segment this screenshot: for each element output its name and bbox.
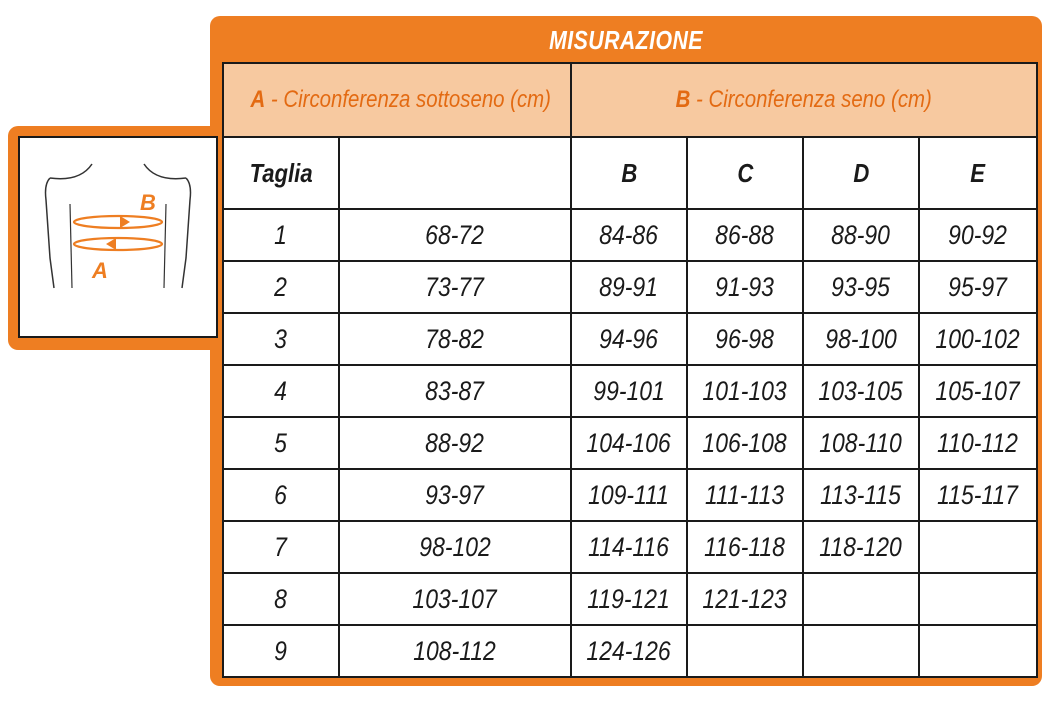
- cell-cup-e: 100-102: [919, 313, 1037, 365]
- col-header-b: B: [571, 137, 687, 209]
- cell-cup-d: [803, 625, 919, 677]
- cell-cup-b: 84-86: [571, 209, 687, 261]
- cell-size: 7: [223, 521, 339, 573]
- label-b: B: [140, 190, 156, 215]
- cell-cup-c: 116-118: [687, 521, 803, 573]
- col-header-c: C: [687, 137, 803, 209]
- cell-size: 4: [223, 365, 339, 417]
- table-body: [223, 209, 1037, 677]
- cell-cup-e: [919, 625, 1037, 677]
- cell-cup-b: 109-111: [571, 469, 687, 521]
- cell-cup-c: 91-93: [687, 261, 803, 313]
- table-row: [223, 573, 1037, 625]
- cell-cup-d: 93-95: [803, 261, 919, 313]
- cell-cup-d: 118-120: [803, 521, 919, 573]
- cell-cup-d: 113-115: [803, 469, 919, 521]
- col-header-taglia: Taglia: [223, 137, 339, 209]
- cell-cup-d: 103-105: [803, 365, 919, 417]
- cell-cup-d: 98-100: [803, 313, 919, 365]
- measurement-illustration: [18, 136, 218, 338]
- cell-cup-c: 121-123: [687, 573, 803, 625]
- cell-size: 9: [223, 625, 339, 677]
- cell-size: 2: [223, 261, 339, 313]
- cell-cup-d: [803, 573, 919, 625]
- cell-underbust: 108-112: [339, 625, 571, 677]
- cell-cup-b: 119-121: [571, 573, 687, 625]
- cell-cup-c: [687, 625, 803, 677]
- cell-cup-d: 108-110: [803, 417, 919, 469]
- cell-underbust: 83-87: [339, 365, 571, 417]
- cell-cup-b: 114-116: [571, 521, 687, 573]
- table-row: [223, 625, 1037, 677]
- section-header-row: [223, 63, 1037, 137]
- section-b-header: [571, 63, 1037, 137]
- cell-cup-c: 86-88: [687, 209, 803, 261]
- table-row: [223, 417, 1037, 469]
- cell-cup-e: 95-97: [919, 261, 1037, 313]
- cell-cup-c: 96-98: [687, 313, 803, 365]
- cell-cup-b: 124-126: [571, 625, 687, 677]
- col-header-e: E: [919, 137, 1037, 209]
- cell-cup-e: 90-92: [919, 209, 1037, 261]
- section-a-header: [223, 63, 571, 137]
- cell-underbust: 73-77: [339, 261, 571, 313]
- column-header-row: [223, 137, 1037, 209]
- col-header-underbust: [339, 137, 571, 209]
- table-row: [223, 209, 1037, 261]
- cell-cup-e: 115-117: [919, 469, 1037, 521]
- cell-underbust: 103-107: [339, 573, 571, 625]
- table-title: MISURAZIONE: [549, 24, 703, 55]
- cell-cup-b: 104-106: [571, 417, 687, 469]
- section-b-letter: B: [675, 86, 691, 113]
- cell-size: 8: [223, 573, 339, 625]
- cell-size: 1: [223, 209, 339, 261]
- cell-underbust: 78-82: [339, 313, 571, 365]
- cell-underbust: 93-97: [339, 469, 571, 521]
- section-a-text: - Circonferenza sottoseno (cm): [265, 86, 551, 113]
- table-row: [223, 261, 1037, 313]
- table-row: [223, 521, 1037, 573]
- table-row: [223, 365, 1037, 417]
- cell-cup-d: 88-90: [803, 209, 919, 261]
- label-a: A: [92, 258, 108, 283]
- cell-cup-e: 110-112: [919, 417, 1037, 469]
- cell-cup-b: 94-96: [571, 313, 687, 365]
- cell-underbust: 68-72: [339, 209, 571, 261]
- cell-cup-b: 89-91: [571, 261, 687, 313]
- cell-underbust: 88-92: [339, 417, 571, 469]
- cell-size: 5: [223, 417, 339, 469]
- cell-size: 3: [223, 313, 339, 365]
- cell-cup-e: 105-107: [919, 365, 1037, 417]
- section-b-text: - Circonferenza seno (cm): [690, 86, 933, 113]
- torso-diagram: [20, 138, 216, 336]
- cell-cup-c: 101-103: [687, 365, 803, 417]
- table-row: [223, 469, 1037, 521]
- size-chart-table: [222, 62, 1038, 678]
- cell-cup-c: 106-108: [687, 417, 803, 469]
- cell-underbust: 98-102: [339, 521, 571, 573]
- cell-cup-c: 111-113: [687, 469, 803, 521]
- cell-cup-e: [919, 521, 1037, 573]
- cell-cup-e: [919, 573, 1037, 625]
- table-row: [223, 313, 1037, 365]
- col-header-d: D: [803, 137, 919, 209]
- section-a-letter: A: [250, 86, 266, 113]
- cell-cup-b: 99-101: [571, 365, 687, 417]
- cell-size: 6: [223, 469, 339, 521]
